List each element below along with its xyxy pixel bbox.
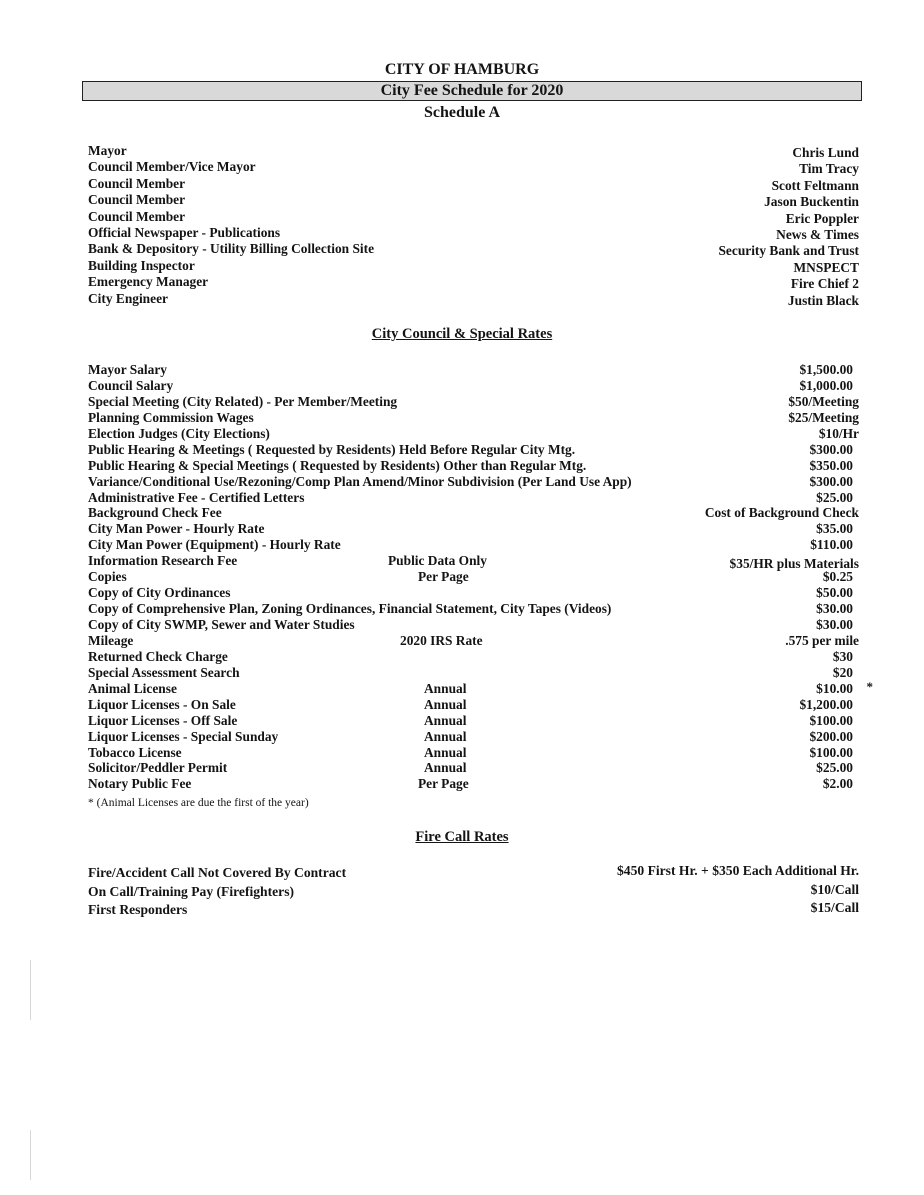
official-row [88,225,859,241]
animal-license-footnote: * (Animal Licenses are due the first of the year) [88,797,309,809]
fee-note: Public Data Only [388,553,487,569]
fee-value: $350.00 [809,457,853,473]
fee-value: $10.00 [816,680,853,696]
council-rates-list [88,362,873,792]
fee-label: Information Research Fee [88,553,238,569]
official-row [88,209,859,225]
officials-list [88,143,859,307]
fee-label: Copies [88,569,127,585]
fee-value: $35.00 [816,521,853,537]
fire-fee-row [88,881,859,903]
official-name: Jason Buckentin [764,194,859,210]
fee-note: Annual [424,744,467,760]
fee-note: 2020 IRS Rate [400,632,483,648]
official-role: Council Member [88,192,186,208]
scan-artifact-line [30,1130,31,1180]
fee-note: Annual [424,680,467,696]
official-row [88,274,859,290]
fire-fee-value: $450 First Hr. + $350 Each Additional Hr. [616,863,859,878]
fee-label: Administrative Fee - Certified Letters [88,489,305,505]
fee-row [88,426,859,442]
fee-value: $100.00 [809,744,853,760]
fee-value: $300.00 [809,441,853,457]
footnote-marker: * [866,678,873,694]
official-row [88,176,859,192]
fire-rates-list [88,865,859,921]
official-role: Emergency Manager [88,274,209,290]
fee-label: City Man Power (Equipment) - Hourly Rate [88,537,341,553]
fee-row [88,697,859,713]
fee-row [88,649,859,665]
fee-value: $50/Meeting [788,393,859,409]
fee-value: $300.00 [809,473,853,489]
fee-row [88,537,859,553]
fee-row [88,378,859,394]
fee-value: $30.00 [816,617,853,632]
fee-value: $20 [832,664,853,680]
fee-label: Animal License [88,680,177,696]
fee-value: $25.00 [816,760,853,776]
fee-value: $25.00 [816,489,853,505]
fee-row [88,442,859,458]
official-role: Council Member/Vice Mayor [88,159,256,175]
fee-row [88,490,859,506]
official-role: Council Member [88,175,186,191]
fee-value: $1,000.00 [799,377,853,393]
fee-value: $200.00 [809,728,853,744]
official-role: Official Newspaper - Publications [88,224,281,240]
fee-row [88,617,859,633]
fee-label: Special Meeting (City Related) - Per Member/Meeting [88,393,398,409]
fee-label: Solicitor/Peddler Permit [88,760,228,776]
official-name: Eric Poppler [785,210,859,226]
council-rates-heading: City Council & Special Rates [371,326,553,342]
official-row [88,291,859,307]
official-name: News & Times [776,226,859,242]
official-role: Building Inspector [88,257,195,273]
fee-note: Per Page [418,569,469,585]
fee-label: Public Hearing & Meetings ( Requested by Residents) Held Before Regular City Mtg. [88,441,576,457]
fee-row [88,521,859,537]
fee-row [88,678,873,697]
official-name: Tim Tracy [799,161,859,177]
fee-label: Returned Check Charge [88,648,228,664]
scan-artifact-line [30,960,31,1020]
fee-label: Mayor Salary [88,362,167,377]
fire-fee-label: First Responders [88,902,188,917]
city-name: CITY OF HAMBURG [384,61,540,78]
fee-row [88,776,859,792]
official-row [88,258,859,274]
official-role: City Engineer [88,290,168,306]
fee-row [88,410,859,426]
fee-value: $100.00 [809,712,853,728]
fee-label: Copy of City SWMP, Sewer and Water Studies [88,617,355,632]
official-name: Chris Lund [792,145,859,160]
schedule-label: Schedule A [423,104,500,121]
fee-value: $50.00 [816,585,853,601]
fee-label: Liquor Licenses - Off Sale [88,712,238,728]
fee-label: Planning Commission Wages [88,409,254,425]
fee-value: $10/Hr [818,425,859,441]
fee-label: Mileage [88,632,134,648]
fee-value: .575 per mile [785,632,859,648]
fee-value: Cost of Background Check [704,505,859,521]
official-name: Security Bank and Trust [718,243,859,259]
fee-label: Liquor Licenses - Special Sunday [88,728,279,744]
fee-row [88,713,859,729]
fee-note: Per Page [418,776,469,792]
fee-note: Annual [424,760,467,776]
fire-fee-row [88,902,859,921]
fee-row [88,394,859,410]
official-role: Bank & Depository - Utility Billing Collection Site [88,241,375,257]
fee-row [88,601,859,617]
fee-note: Annual [424,728,467,744]
fee-note: Annual [424,696,467,712]
fee-value: $1,500.00 [799,362,853,377]
fee-row [88,362,859,378]
fee-row [88,553,859,572]
fee-row [88,745,859,761]
fee-row [88,729,859,745]
official-row [88,192,859,208]
fee-row [88,474,859,490]
fee-row [88,505,859,521]
official-role: Mayor [88,143,127,158]
fee-label: Liquor Licenses - On Sale [88,696,236,712]
fee-label: Copy of City Ordinances [88,585,231,601]
fee-row [88,458,859,474]
fire-fee-value: $10/Call [810,881,859,897]
fee-value: $0.25 [822,569,853,585]
fire-fee-row [88,865,859,884]
fee-value: $35/HR plus Materials [729,556,859,572]
fire-rates-heading: Fire Call Rates [415,829,509,845]
fee-row [88,633,859,649]
fee-label: Tobacco License [88,744,182,760]
fee-label: Notary Public Fee [88,776,192,792]
fire-fee-value: $15/Call [810,900,859,915]
fee-label: Public Hearing & Special Meetings ( Requested by Residents) Other than Regular Mtg. [88,457,587,473]
fee-label: Election Judges (City Elections) [88,425,270,441]
fire-fee-label: On Call/Training Pay (Firefighters) [88,883,295,899]
fire-fee-label: Fire/Accident Call Not Covered By Contract [88,865,347,880]
official-row [88,159,859,175]
fee-label: Background Check Fee [88,505,222,521]
fee-schedule-title: City Fee Schedule for 2020 [82,81,862,101]
official-name: MNSPECT [793,259,859,275]
fee-value: $1,200.00 [799,696,853,712]
official-name: Fire Chief 2 [790,276,859,292]
fee-value: $25/Meeting [788,409,859,425]
fee-row [88,585,859,601]
official-name: Justin Black [787,292,859,308]
fee-label: City Man Power - Hourly Rate [88,521,265,537]
fee-row [88,569,859,585]
fee-label: Copy of Comprehensive Plan, Zoning Ordinances, Financial Statement, City Tapes (Videos) [88,601,612,617]
official-name: Scott Feltmann [771,177,859,193]
official-row [88,143,859,159]
fee-note: Annual [424,712,467,728]
fee-label: Special Assessment Search [88,664,240,680]
fee-value: $2.00 [822,776,853,792]
fee-value: $110.00 [810,537,853,553]
official-role: Council Member [88,208,186,224]
fee-row [88,665,859,681]
fee-row [88,760,859,776]
fee-value: $30 [832,648,853,664]
fee-label: Council Salary [88,377,174,393]
official-row [88,241,859,257]
fee-label: Variance/Conditional Use/Rezoning/Comp Plan Amend/Minor Subdivision (Per Land Use App) [88,473,632,489]
fee-value: $30.00 [816,601,853,617]
